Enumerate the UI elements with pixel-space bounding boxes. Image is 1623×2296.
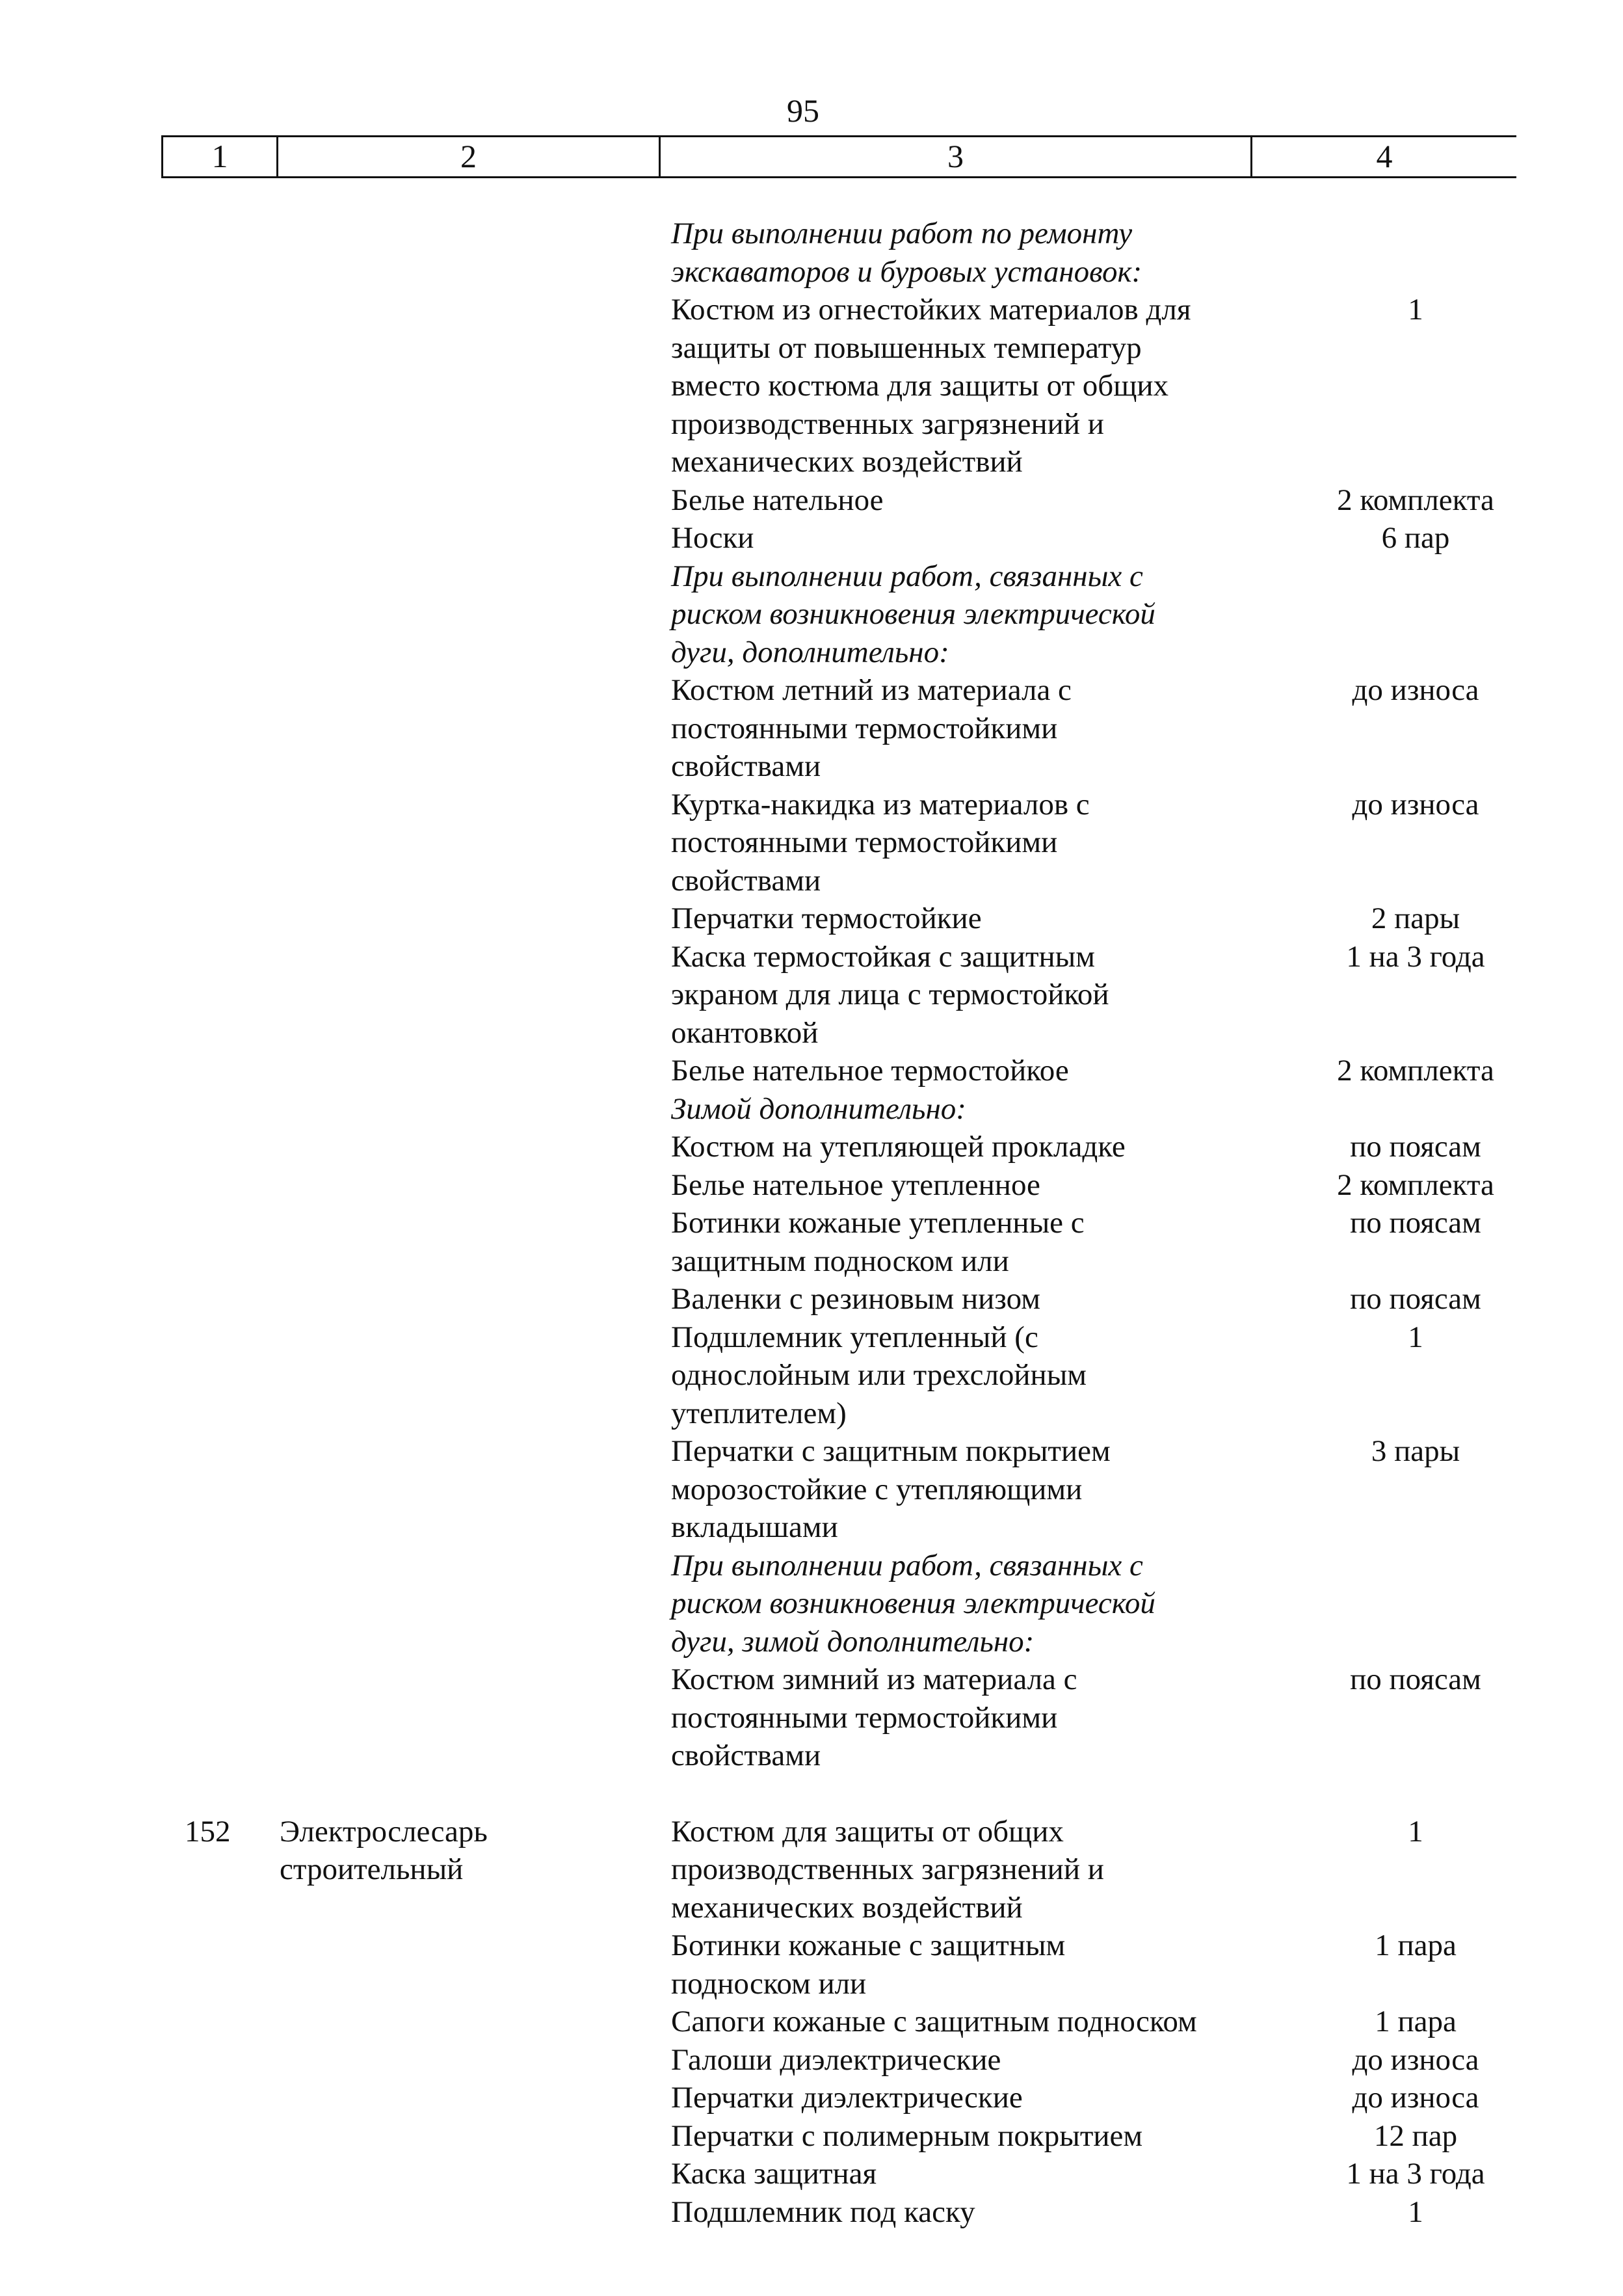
item-quantity: 2 комплекта (1337, 1168, 1494, 1202)
page-number: 95 (787, 92, 819, 129)
header-col-4: 4 (1250, 137, 1516, 176)
item-name (671, 2193, 1276, 2232)
row-profession (280, 786, 663, 900)
item-line: утеплителем) (671, 1396, 847, 1430)
table-row (0, 557, 1623, 672)
row-profession (280, 1280, 663, 1318)
item-quantity: 2 комплекта (1337, 483, 1494, 517)
item-line: производственных загрязнений и (671, 407, 1104, 441)
item-quantity: по поясам (1350, 1662, 1481, 1696)
item-line: Валенки с резиновым низом (671, 1282, 1040, 1316)
item-quantity: по поясам (1350, 1206, 1481, 1240)
item-line: вместо костюма для защиты от общих (671, 369, 1169, 403)
row-profession (280, 2079, 663, 2117)
item-line: подноском или (671, 1966, 867, 2001)
table-row (0, 2117, 1623, 2156)
item-line: постоянными термостойкими (671, 825, 1058, 859)
table-row (0, 1204, 1623, 1280)
item-quantity (1276, 215, 1536, 291)
profession-line: Электрослесарь (280, 1814, 488, 1849)
item-line: Костюм для защиты от общих (671, 1814, 1064, 1849)
item-line: Куртка-накидка из материалов с (671, 787, 1090, 821)
row-profession (280, 1547, 663, 1661)
item-quantity: 1 (1408, 1814, 1423, 1849)
row-profession (280, 1128, 663, 1166)
table-row (0, 1318, 1623, 1433)
item-line: окантовкой (671, 1015, 819, 1050)
item-name (671, 519, 1276, 557)
row-number (0, 900, 287, 938)
item-line: защитным подноском или (671, 1244, 1009, 1278)
row-profession (280, 2041, 663, 2079)
item-line: Зимой дополнительно: (671, 1091, 966, 1126)
table-row (0, 2193, 1623, 2232)
item-line: дуги, дополнительно: (671, 635, 949, 669)
item-name (671, 1813, 1276, 1927)
item-quantity (1276, 1547, 1536, 1661)
row-number (0, 215, 287, 291)
row-number (0, 786, 287, 900)
row-number (0, 1661, 287, 1775)
item-line: Галоши диэлектрические (671, 2042, 1001, 2077)
row-number (0, 2041, 287, 2079)
table-row (0, 2155, 1623, 2193)
row-number (0, 1280, 287, 1318)
row-profession (280, 2155, 663, 2193)
item-quantity: до износа (1352, 2042, 1479, 2077)
item-name (671, 1166, 1276, 1205)
header-col-3: 3 (659, 137, 1250, 176)
row-profession (280, 557, 663, 672)
item-quantity: 2 комплекта (1337, 1054, 1494, 1088)
table-row (0, 938, 1623, 1052)
table-row (0, 2079, 1623, 2117)
row-profession (280, 900, 663, 938)
item-name (671, 1927, 1276, 2003)
row-number (0, 1432, 287, 1547)
item-line: постоянными термостойкими (671, 1700, 1058, 1735)
item-line: Подшлемник утепленный (с (671, 1320, 1038, 1354)
section-note (671, 557, 1276, 672)
item-line: При выполнении работ, связанных с (671, 1548, 1143, 1582)
row-number (0, 2079, 287, 2117)
row-profession (280, 2117, 663, 2156)
item-line: морозостойкие с утепляющими (671, 1472, 1083, 1506)
section-note (671, 1547, 1276, 1661)
table-row (0, 1128, 1623, 1166)
row-number (0, 1318, 287, 1433)
item-quantity: 1 пара (1375, 1929, 1457, 1962)
item-line: Подшлемник под каску (671, 2195, 975, 2229)
item-name (671, 1318, 1276, 1433)
item-line: Костюм зимний из материала с (671, 1662, 1077, 1696)
item-line: Перчатки с полимерным покрытием (671, 2118, 1143, 2153)
row-profession (280, 1090, 663, 1128)
item-line: механических воздействий (671, 445, 1023, 479)
row-number (0, 1547, 287, 1661)
row-profession (280, 481, 663, 520)
row-profession (280, 291, 663, 481)
item-line: риском возникновения электрической (671, 597, 1155, 631)
item-quantity: 1 (1408, 1320, 1423, 1354)
item-line: постоянными термостойкими (671, 711, 1058, 745)
item-quantity: 2 пары (1371, 901, 1460, 935)
row-number (0, 291, 287, 481)
header-col-2: 2 (276, 137, 659, 176)
row-number (0, 1090, 287, 1128)
item-line: свойствами (671, 749, 821, 783)
row-profession (280, 1052, 663, 1090)
table-row (0, 1166, 1623, 1205)
row-number (0, 1052, 287, 1090)
item-quantity: 1 (1408, 293, 1423, 327)
row-number (0, 1927, 287, 2003)
table-row-152 (0, 1813, 1623, 1927)
row-number (0, 671, 287, 786)
item-quantity: 1 на 3 года (1346, 2157, 1485, 2191)
item-quantity: до износа (1352, 787, 1479, 821)
item-quantity: до износа (1352, 2081, 1479, 2115)
item-line: Носки (671, 521, 754, 555)
row-profession (280, 671, 663, 786)
table-row (0, 519, 1623, 557)
item-name (671, 900, 1276, 938)
row-profession (280, 519, 663, 557)
item-line: Ботинки кожаные утепленные с (671, 1206, 1085, 1240)
profession-line: строительный (280, 1852, 464, 1886)
row-profession (280, 1318, 663, 1433)
item-name (671, 786, 1276, 900)
row-number (0, 1813, 287, 1927)
item-line: Каска защитная (671, 2157, 877, 2191)
item-quantity (1276, 1090, 1536, 1128)
item-name (671, 291, 1276, 481)
table-row (0, 1090, 1623, 1128)
item-line: Ботинки кожаные с защитным (671, 1929, 1066, 1962)
item-line: Перчатки диэлектрические (671, 2081, 1023, 2115)
section-note (671, 215, 1276, 291)
table-row (0, 1280, 1623, 1318)
table-row (0, 215, 1623, 291)
item-quantity: 1 (1408, 2195, 1423, 2229)
item-name (671, 2041, 1276, 2079)
row-profession (280, 1166, 663, 1205)
item-quantity: 6 пар (1381, 521, 1450, 555)
item-quantity: 1 на 3 года (1346, 939, 1485, 974)
table-row (0, 786, 1623, 900)
item-name (671, 2155, 1276, 2193)
item-quantity: по поясам (1350, 1130, 1481, 1164)
row-profession (280, 2003, 663, 2041)
row-gap (0, 1775, 1623, 1813)
table-row (0, 1661, 1623, 1775)
row-profession (280, 215, 663, 291)
table-body (0, 215, 1623, 2231)
row-profession (280, 1661, 663, 1775)
row-number (0, 1128, 287, 1166)
item-line: свойствами (671, 863, 821, 898)
table-row (0, 291, 1623, 481)
item-quantity: по поясам (1350, 1282, 1481, 1316)
table-row (0, 900, 1623, 938)
row-number (0, 2117, 287, 2156)
item-name (671, 1128, 1276, 1166)
item-line: Костюм летний из материала с (671, 673, 1072, 707)
item-line: защиты от повышенных температур (671, 330, 1142, 365)
item-name (671, 481, 1276, 520)
item-name (671, 1661, 1276, 1775)
row-number (0, 519, 287, 557)
item-line: свойствами (671, 1739, 821, 1772)
item-line: однослойным или трехслойным (671, 1358, 1087, 1392)
item-quantity: 12 пар (1373, 2118, 1458, 2153)
item-line: Костюм из огнестойких материалов для (671, 293, 1191, 327)
item-name (671, 938, 1276, 1052)
row-number (0, 557, 287, 672)
item-quantity: до износа (1352, 673, 1479, 707)
item-name (671, 671, 1276, 786)
row-number (0, 938, 287, 1052)
table-row (0, 1927, 1623, 2003)
row-number (0, 2193, 287, 2232)
item-line: Перчатки с защитным покрытием (671, 1434, 1111, 1468)
table-row (0, 481, 1623, 520)
item-line: При выполнении работ по ремонту (671, 217, 1133, 250)
item-line: Белье нательное (671, 483, 884, 517)
section-note (671, 1090, 1276, 1128)
item-line: производственных загрязнений и (671, 1852, 1104, 1886)
item-name (671, 1280, 1276, 1318)
item-quantity: 1 пара (1375, 2005, 1457, 2038)
item-name (671, 1204, 1276, 1280)
row-number (0, 2155, 287, 2193)
item-line: экраном для лица с термостойкой (671, 978, 1109, 1011)
row-number (0, 1204, 287, 1280)
row-number (0, 2003, 287, 2041)
table-header (161, 135, 1516, 178)
header-col-1: 1 (161, 137, 276, 176)
item-line: Белье нательное термостойкое (671, 1054, 1069, 1088)
item-line: Сапоги кожаные с защитным подноском (671, 2005, 1197, 2038)
row-number (0, 481, 287, 520)
row-profession (280, 938, 663, 1052)
item-line: Перчатки термостойкие (671, 901, 982, 935)
item-line: механических воздействий (671, 1890, 1023, 1925)
table-row (0, 1547, 1623, 1661)
item-name (671, 1052, 1276, 1090)
item-line: Костюм на утепляющей прокладке (671, 1130, 1126, 1164)
item-name (671, 1432, 1276, 1547)
table-row (0, 1052, 1623, 1090)
item-line: При выполнении работ, связанных с (671, 559, 1143, 593)
row-profession (280, 1204, 663, 1280)
item-line: дуги, зимой дополнительно: (671, 1624, 1035, 1659)
row-profession (280, 2193, 663, 2232)
item-line: экскаваторов и буровых установок: (671, 254, 1142, 289)
row-number-text: 152 (185, 1814, 231, 1849)
item-quantity: 3 пары (1371, 1434, 1460, 1468)
table-row (0, 671, 1623, 786)
item-name (671, 2117, 1276, 2156)
item-name (671, 2003, 1276, 2041)
item-line: Белье нательное утепленное (671, 1168, 1040, 1202)
item-line: Каска термостойкая с защитным (671, 939, 1095, 974)
row-profession (280, 1432, 663, 1547)
table-row (0, 2003, 1623, 2041)
row-profession (280, 1813, 663, 1927)
item-line: риском возникновения электрической (671, 1586, 1155, 1620)
table-row (0, 2041, 1623, 2079)
item-line: вкладышами (671, 1510, 838, 1544)
row-profession (280, 1927, 663, 2003)
row-number (0, 1166, 287, 1205)
item-name (671, 2079, 1276, 2117)
item-quantity (1276, 557, 1536, 672)
table-row (0, 1432, 1623, 1547)
